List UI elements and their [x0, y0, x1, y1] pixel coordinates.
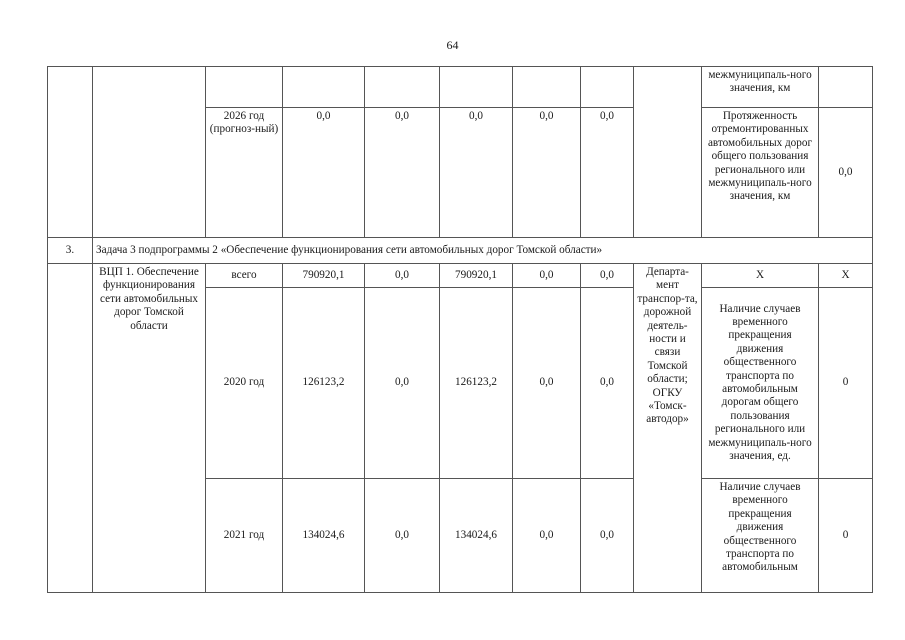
value-cell: 0,0 — [581, 288, 634, 479]
executor-cell: Департа-мент транспор-та, дорожной деятель-ности и связи Томской области; ОГКУ «Томск-автодор» — [634, 264, 702, 593]
indicator-cell: Наличие случаев временного прекращения движения общественного транспорта по автомобильным — [702, 479, 819, 593]
value-cell: 134024,6 — [440, 479, 513, 593]
value-cell: 0,0 — [440, 108, 513, 238]
indicator-cell: межмуниципаль-ного значения, км — [702, 67, 819, 108]
value-cell: 790920,1 — [440, 264, 513, 288]
value-cell: 0,0 — [513, 108, 581, 238]
row-number-cell — [48, 67, 93, 238]
table-row — [48, 67, 873, 108]
page-number: 64 — [446, 38, 459, 52]
value-cell — [283, 67, 365, 108]
value-cell — [440, 67, 513, 108]
value-cell: 0,0 — [581, 479, 634, 593]
task-number-cell: 3. — [48, 238, 93, 264]
table-row — [48, 238, 873, 264]
value-cell: 0,0 — [365, 479, 440, 593]
value-cell: 0,0 — [365, 264, 440, 288]
vcp-name-cell: ВЦП 1. Обеспечение функционирования сети автомобильных дорог Томской области — [93, 264, 206, 593]
value-cell: 126123,2 — [283, 288, 365, 479]
year-cell: 2020 год — [206, 288, 283, 479]
value-cell: 0,0 — [513, 264, 581, 288]
activity-cell — [93, 67, 206, 238]
value-cell — [365, 67, 440, 108]
value-cell: 126123,2 — [440, 288, 513, 479]
indicator-cell: Наличие случаев временного прекращения движения общественного транспорта по автомобильным дорогам общего пользования регионального или межмуниципаль-ного значения, ед. — [702, 288, 819, 479]
target-cell: 0 — [819, 288, 873, 479]
table-row — [48, 264, 873, 288]
value-cell — [513, 67, 581, 108]
value-cell: 0,0 — [581, 108, 634, 238]
value-cell: 0,0 — [513, 479, 581, 593]
value-cell: 0,0 — [581, 264, 634, 288]
target-cell: Х — [819, 264, 873, 288]
year-cell: всего — [206, 264, 283, 288]
target-cell — [819, 67, 873, 108]
value-cell — [581, 67, 634, 108]
target-cell: 0,0 — [819, 108, 873, 238]
row-number-cell — [48, 264, 93, 593]
executor-cell — [634, 67, 702, 238]
program-table — [47, 66, 873, 593]
value-cell: 0,0 — [283, 108, 365, 238]
value-cell: 0,0 — [513, 288, 581, 479]
value-cell: 0,0 — [365, 288, 440, 479]
indicator-cell: Протяженность отремонтированных автомобильных дорог общего пользования регионального или межмуниципаль-ного значения, км — [702, 108, 819, 238]
task-title-cell: Задача 3 подпрограммы 2 «Обеспечение функционирования сети автомобильных дорог Томской области» — [93, 238, 873, 264]
target-cell: 0 — [819, 479, 873, 593]
value-cell: 134024,6 — [283, 479, 365, 593]
value-cell: 0,0 — [365, 108, 440, 238]
value-cell: 790920,1 — [283, 264, 365, 288]
indicator-cell: Х — [702, 264, 819, 288]
year-cell: 2026 год (прогноз-ный) — [206, 108, 283, 238]
year-cell — [206, 67, 283, 108]
year-cell: 2021 год — [206, 479, 283, 593]
